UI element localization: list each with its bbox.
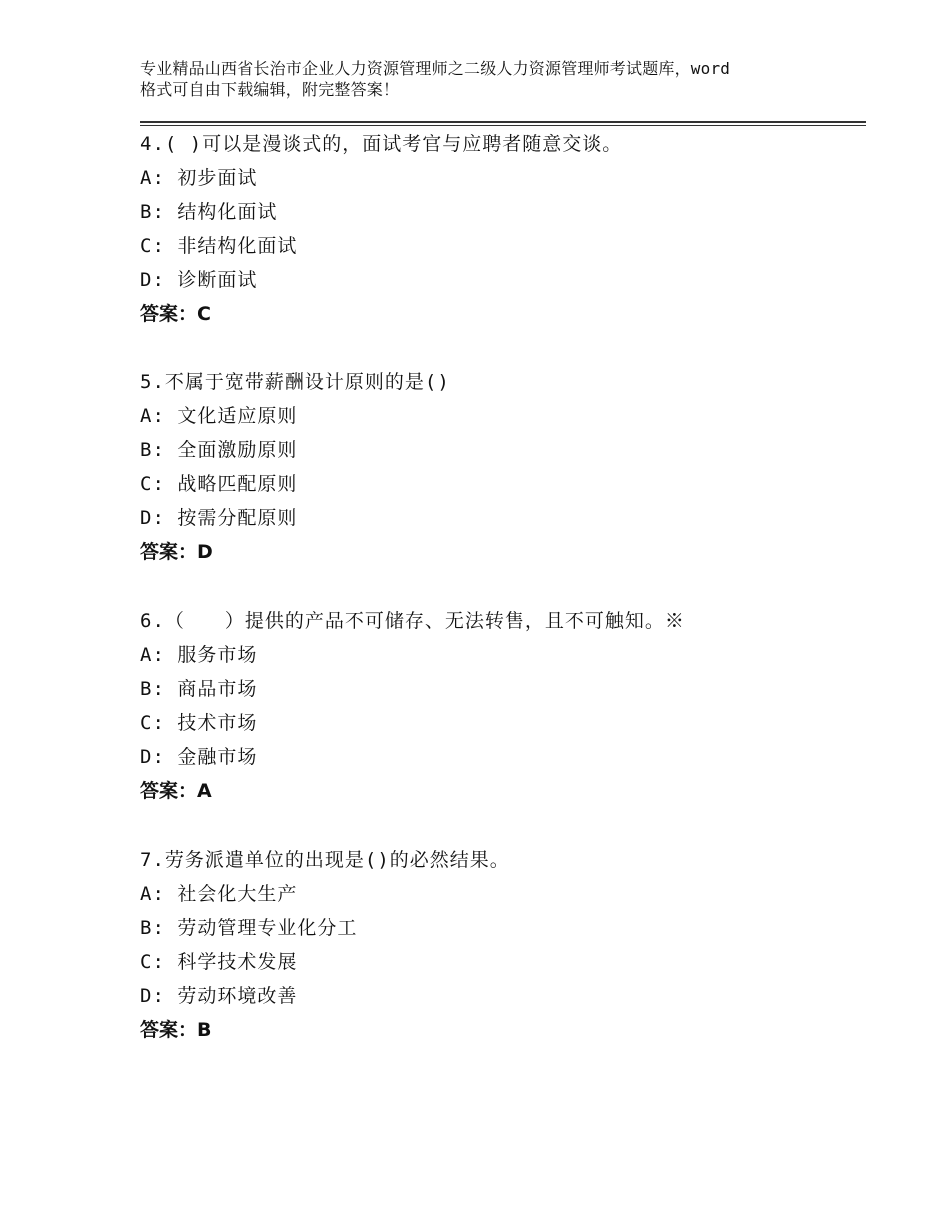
option-c: C: 技术市场 (140, 712, 258, 734)
question-stem: 4.( )可以是漫谈式的，面试考官与应聘者随意交谈。 (140, 133, 623, 155)
option-a: A: 初步面试 (140, 167, 258, 189)
option-c: C: 战略匹配原则 (140, 473, 298, 495)
answer-label: 答案：A (140, 780, 212, 802)
option-c: C: 科学技术发展 (140, 951, 298, 973)
answer-label: 答案：B (140, 1019, 212, 1041)
option-b: B: 全面激励原则 (140, 439, 298, 461)
option-b: B: 商品市场 (140, 678, 258, 700)
question-block-7 (140, 843, 860, 1047)
option-b: B: 劳动管理专业化分工 (140, 917, 358, 939)
option-a: A: 社会化大生产 (140, 883, 298, 905)
header-title-line-1: 专业精品山西省长治市企业人力资源管理师之二级人力资源管理师考试题库，word (140, 59, 731, 78)
header-divider-thick (140, 121, 866, 123)
question-stem: 7.劳务派遣单位的出现是()的必然结果。 (140, 849, 510, 871)
question-stem: 5.不属于宽带薪酬设计原则的是() (140, 371, 450, 393)
question-block-6 (140, 604, 860, 808)
document-header (140, 58, 860, 100)
option-d: D: 金融市场 (140, 746, 258, 768)
option-d: D: 劳动环境改善 (140, 985, 298, 1007)
option-a: A: 文化适应原则 (140, 405, 298, 427)
option-d: D: 按需分配原则 (140, 507, 298, 529)
answer-label: 答案：D (140, 541, 213, 563)
option-b: B: 结构化面试 (140, 201, 278, 223)
question-block-4 (140, 127, 860, 331)
question-block-5 (140, 365, 860, 569)
header-divider-thin (140, 125, 866, 126)
option-c: C: 非结构化面试 (140, 235, 298, 257)
option-a: A: 服务市场 (140, 644, 258, 666)
option-d: D: 诊断面试 (140, 269, 258, 291)
answer-label: 答案：C (140, 303, 211, 325)
header-title-line-2: 格式可自由下载编辑，附完整答案！ (140, 80, 400, 99)
question-stem: 6.（ ）提供的产品不可储存、无法转售，且不可触知。※ (140, 610, 685, 632)
